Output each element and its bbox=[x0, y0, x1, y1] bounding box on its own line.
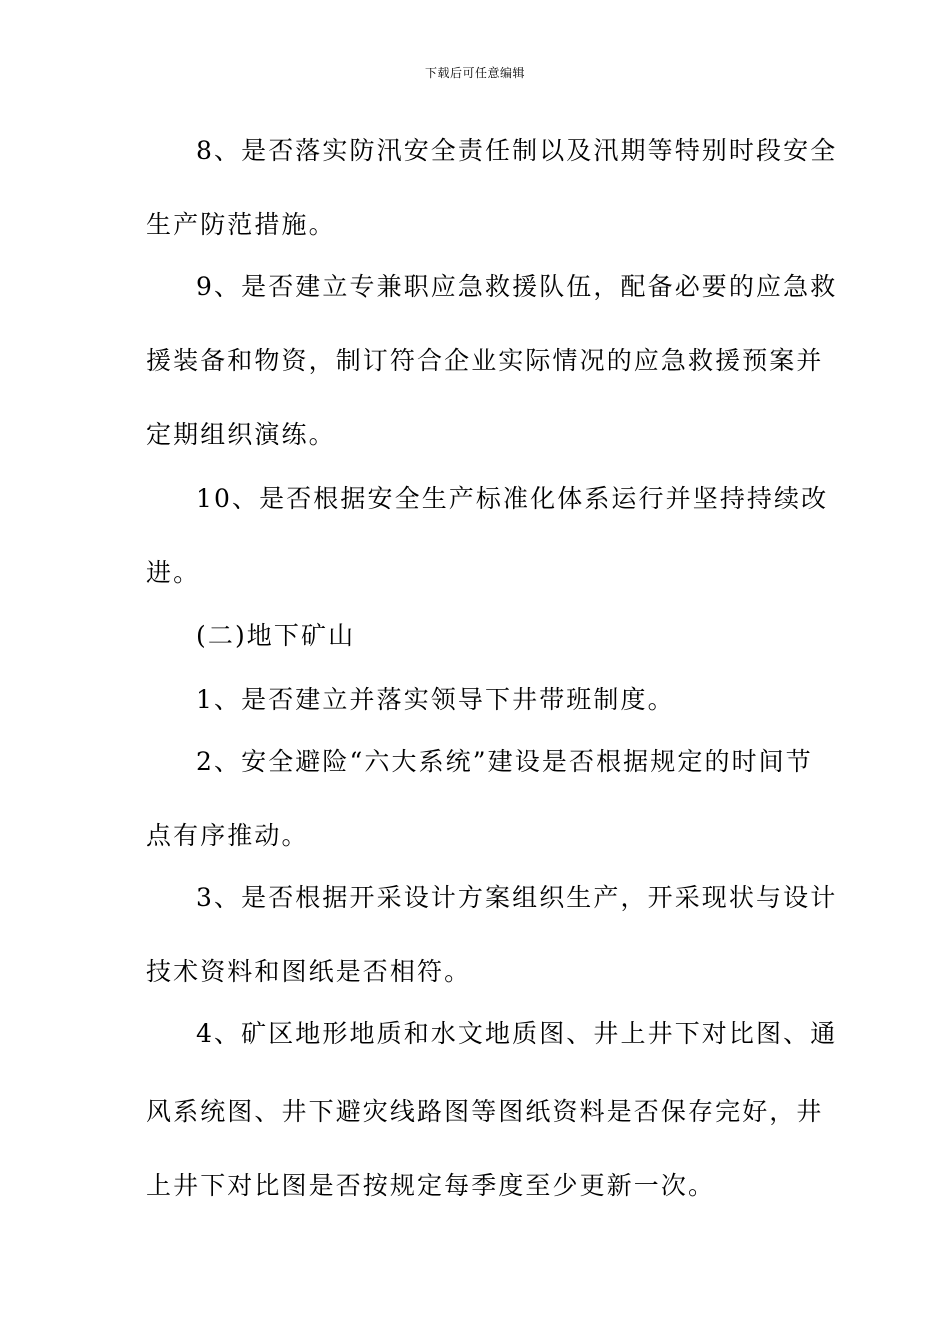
paragraph-line: 10、是否根据安全生产标准化体系运行并坚持持续改 bbox=[196, 484, 829, 513]
paragraph-line: 9、是否建立专兼职应急救援队伍，配备必要的应急救 bbox=[196, 272, 838, 301]
paragraph-line: 生产防范措施。 bbox=[146, 210, 336, 239]
paragraph-line: 上井下对比图是否按规定每季度至少更新一次。 bbox=[146, 1171, 716, 1200]
paragraph-line: 定期组织演练。 bbox=[146, 420, 336, 449]
paragraph-line: 点有序推动。 bbox=[146, 821, 309, 850]
paragraph-line: 风系统图、井下避灾线路图等图纸资料是否保存完好，井 bbox=[146, 1097, 824, 1126]
paragraph-line: 进。 bbox=[146, 558, 201, 587]
paragraph-line: 3、是否根据开采设计方案组织生产，开采现状与设计 bbox=[196, 883, 838, 912]
page-header: 下载后可任意编辑 bbox=[424, 66, 525, 80]
paragraph-line: 4、矿区地形地质和水文地质图、井上井下对比图、通 bbox=[196, 1019, 838, 1048]
paragraph-line: 2、安全避险“六大系统”建设是否根据规定的时间节 bbox=[196, 747, 813, 776]
paragraph-line: 1、是否建立并落实领导下井带班制度。 bbox=[196, 685, 675, 714]
section-heading: (二)地下矿山 bbox=[196, 621, 356, 650]
paragraph-line: 援装备和物资，制订符合企业实际情况的应急救援预案并 bbox=[146, 346, 824, 375]
paragraph-line: 8、是否落实防汛安全责任制以及汛期等特别时段安全 bbox=[196, 136, 838, 165]
paragraph-line: 技术资料和图纸是否相符。 bbox=[146, 957, 472, 986]
